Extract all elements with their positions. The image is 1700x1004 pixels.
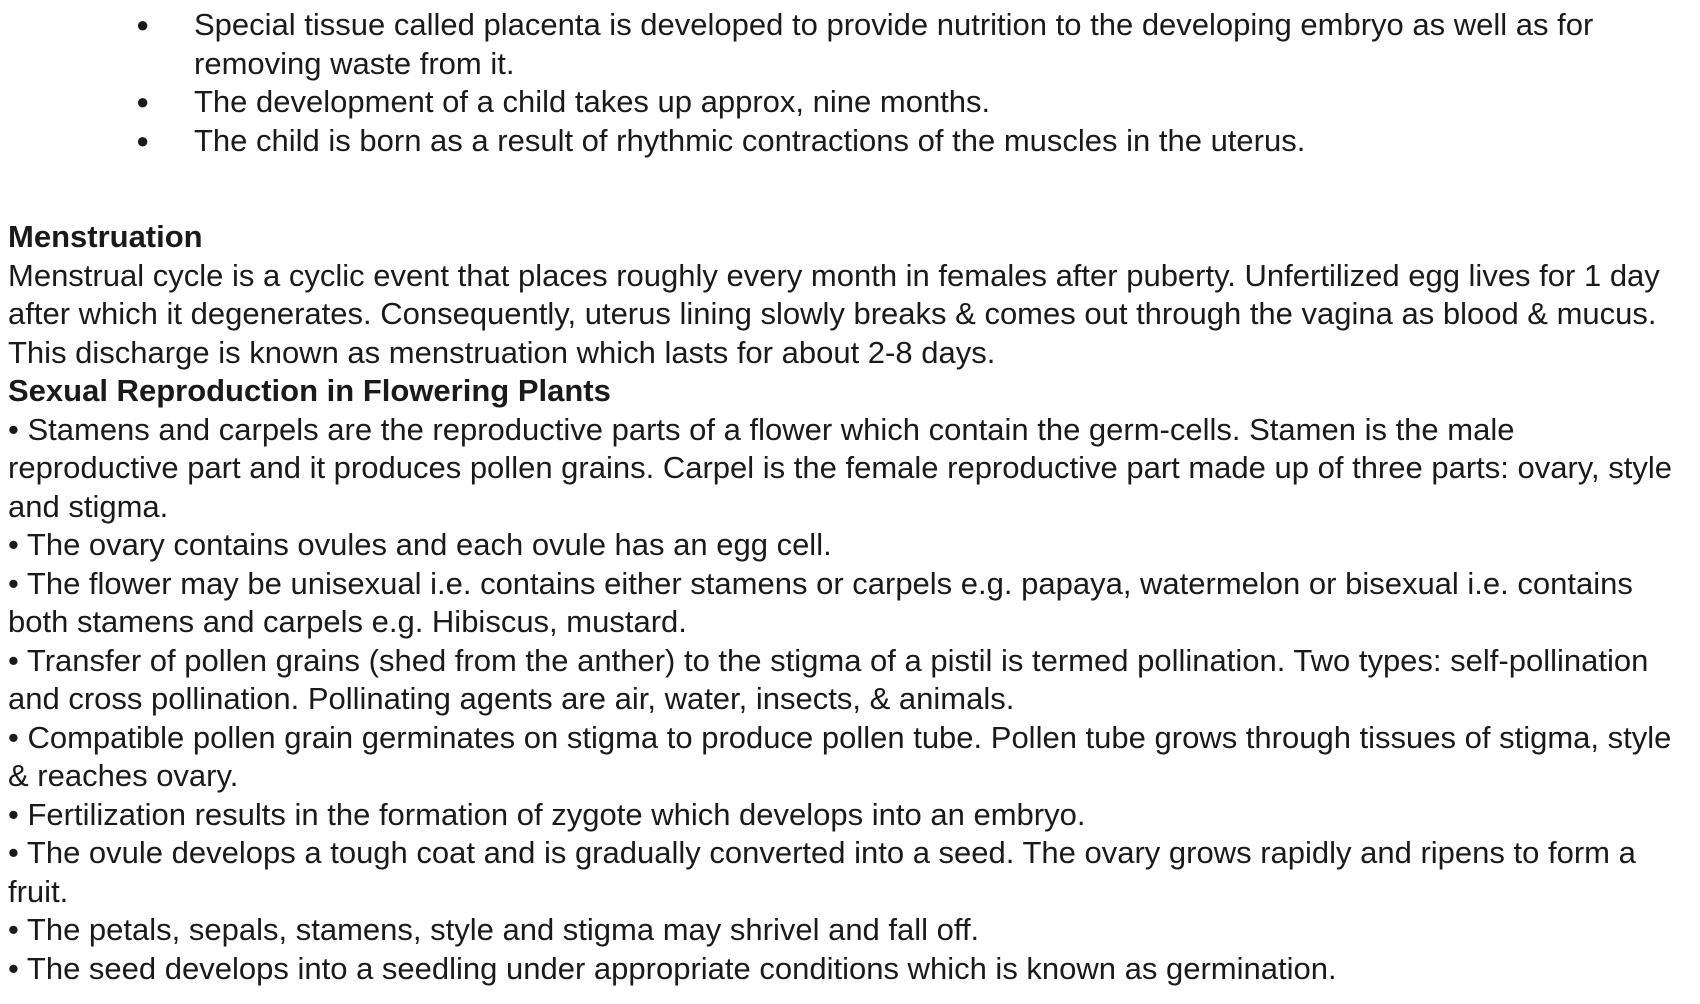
menstruation-heading: Menstruation bbox=[8, 219, 203, 254]
menstruation-paragraph: Menstrual cycle is a cyclic event that places roughly every month in females after puberty. Unfertilized egg lives for 1 day after which it degenerates. Consequently, uterus lining slowly breaks & comes out through the vagina as blood & mucus. This discharge is known as menstruation which lasts for about 2-8 days. bbox=[8, 257, 1660, 370]
list-item: • The ovary contains ovules and each ovule has an egg cell. bbox=[8, 527, 832, 562]
bullet-icon: ● bbox=[136, 89, 150, 114]
bullet-icon: ● bbox=[136, 12, 150, 37]
document-page bbox=[0, 6, 1700, 1004]
section-spacer bbox=[8, 160, 1680, 218]
list-item: • The ovule develops a tough coat and is gradually converted into a seed. The ovary grows rapidly and ripens to form a fruit. bbox=[8, 835, 1636, 909]
list-item-text: Special tissue called placenta is developed to provide nutrition to the developing embryo as well as for removing waste from it. bbox=[194, 7, 1594, 81]
list-item: • Fertilization results in the formation of zygote which develops into an embryo. bbox=[8, 796, 1086, 832]
list-item: • Stamens and carpels are the reproductive parts of a flower which contain the germ-cells. Stamen is the male reproductive part and it produces pollen grains. Carpel is the female reproductive part made up of three parts: ovary, style and stigma. bbox=[8, 411, 1672, 524]
list-item-text: The child is born as a result of rhythmic contractions of the muscles in the uterus. bbox=[194, 122, 1306, 158]
list-item bbox=[8, 122, 1680, 161]
plants-bullet-list bbox=[8, 411, 1680, 989]
embryo-bullet-list bbox=[8, 6, 1680, 160]
list-item: • Compatible pollen grain germinates on stigma to produce pollen tube. Pollen tube grows through tissues of stigma, style & reaches ovary. bbox=[8, 719, 1672, 793]
bullet-icon: ● bbox=[136, 127, 150, 153]
list-item bbox=[8, 6, 1680, 83]
plants-heading: Sexual Reproduction in Flowering Plants bbox=[8, 373, 611, 408]
list-item-text: The development of a child takes up approx, nine months. bbox=[194, 84, 991, 119]
list-item bbox=[8, 83, 1680, 122]
list-item: • Transfer of pollen grains (shed from the anther) to the stigma of a pistil is termed pollination. Two types: self-pollination and cross pollination. Pollinating agents are air, water, insects, & animals. bbox=[8, 642, 1649, 716]
list-item: • The seed develops into a seedling under appropriate conditions which is known as germination. bbox=[8, 950, 1337, 986]
list-item: • The flower may be unisexual i.e. contains either stamens or carpels e.g. papaya, watermelon or bisexual i.e. contains both stamens and carpels e.g. Hibiscus, mustard. bbox=[8, 565, 1633, 639]
list-item: • The petals, sepals, stamens, style and stigma may shrivel and fall off. bbox=[8, 912, 980, 947]
